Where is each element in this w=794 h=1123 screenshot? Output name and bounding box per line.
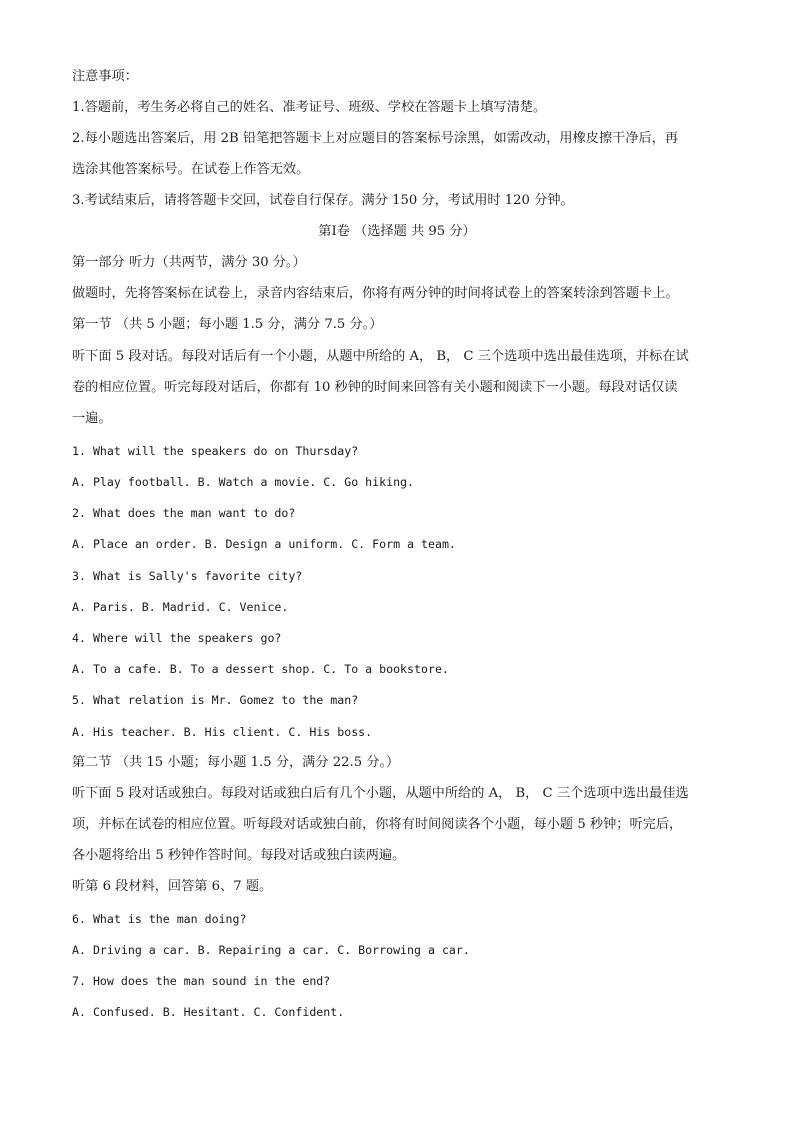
section2-title: 第二节 （共 15 小题；每小题 1.5 分，满分 22.5 分。）	[72, 755, 400, 770]
question-2-options: A. Place an order. B. Design a uniform. C. Form a team.	[72, 537, 456, 551]
question-7-options: A. Confused. B. Hesitant. C. Confident.	[72, 1005, 345, 1019]
notice-item-2: 2.每小题选出答案后，用 2B 铅笔把答题卡上对应题目的答案标号涂黑，如需改动，用橡皮擦干净后，再	[72, 131, 679, 146]
material-6-intro: 听第 6 段材料，回答第 6、7 题。	[72, 879, 273, 894]
question-1-options: A. Play football. B. Watch a movie. C. Go hiking.	[72, 475, 415, 489]
notice-item-2-continued: 选涂其他答案标号。在试卷上作答无效。	[72, 162, 310, 177]
notice-item-1: 1.答题前，考生务必将自己的姓名、准考证号、班级、学校在答题卡上填写清楚。	[72, 100, 547, 115]
question-3-options: A. Paris. B. Madrid. C. Venice.	[72, 600, 289, 614]
part1-instruction: 做题时，先将答案标在试卷上，录音内容结束后，你将有两分钟的时间将试卷上的答案转涂到答题卡上。	[72, 286, 679, 301]
section1-instruction-line-2: 卷的相应位置。听完每段对话后，你都有 10 秒钟的时间来回答有关小题和阅读下一小题。每段对话仅读	[72, 380, 678, 395]
section2-instruction-line-3: 各小题将给出 5 秒钟作答时间。每段对话或独白读两遍。	[72, 848, 406, 863]
question-1: 1. What will the speakers do on Thursday?	[72, 444, 359, 458]
question-6: 6. What is the man doing?	[72, 912, 247, 926]
question-5-options: A. His teacher. B. His client. C. His boss.	[72, 725, 373, 739]
section1-instruction-line-3: 一遍。	[72, 411, 112, 426]
part1-title: 第一部分 听力（共两节，满分 30 分。）	[72, 255, 306, 270]
section2-instruction-line-2: 项，并标在试卷的相应位置。听每段对话或独白前，你将有时间阅读各个小题，每小题 5 秒钟；听完后，	[72, 817, 683, 832]
question-5: 5. What relation is Mr. Gomez to the man?	[72, 693, 359, 707]
section1-instruction-line-1: 听下面 5 段对话。每段对话后有一个小题，从题中所给的 A， B， C 三个选项中选出最佳选项，并标在试	[72, 349, 689, 364]
question-6-options: A. Driving a car. B. Repairing a car. C. Borrowing a car.	[72, 943, 470, 957]
volume-title: 第Ⅰ卷 （选择题 共 95 分）	[318, 224, 476, 239]
question-7: 7. How does the man sound in the end?	[72, 974, 331, 988]
section2-instruction-line-1: 听下面 5 段对话或独白。每段对话或独白后有几个小题，从题中所给的 A， B， C 三个选项中选出最佳选	[72, 786, 689, 801]
notice-heading: 注意事项：	[72, 69, 138, 84]
section1-title: 第一节 （共 5 小题；每小题 1.5 分，满分 7.5 分。）	[72, 317, 383, 332]
question-4-options: A. To a cafe. B. To a dessert shop. C. To a bookstore.	[72, 662, 449, 676]
question-3: 3. What is Sally's favorite city?	[72, 569, 303, 583]
question-2: 2. What does the man want to do?	[72, 506, 296, 520]
notice-item-3: 3.考试结束后，请将答题卡交回，试卷自行保存。满分 150 分，考试用时 120 分钟。	[72, 193, 574, 208]
question-4: 4. Where will the speakers go?	[72, 631, 282, 645]
